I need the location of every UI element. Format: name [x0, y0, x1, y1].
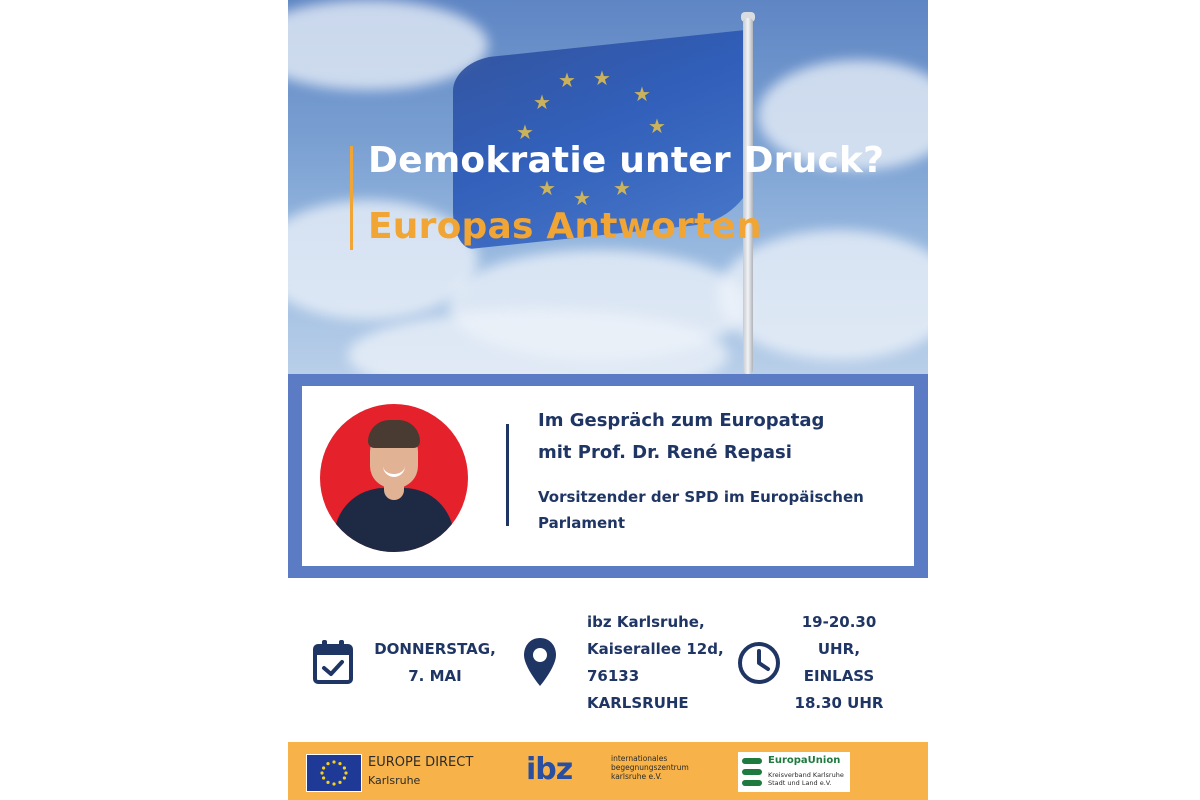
star-icon: ★: [613, 176, 631, 200]
date-line-2: 7. MAI: [408, 667, 462, 685]
event-poster: [288, 0, 928, 800]
europa-union-title: EuropaUnion: [768, 755, 841, 766]
speaker-section: [288, 374, 928, 578]
speaker-role-1: Vorsitzender der SPD im Europäischen: [538, 488, 864, 506]
europa-union-line-2: Stadt und Land e.V.: [768, 779, 832, 787]
star-icon: ★: [516, 120, 534, 144]
location-line-4: KARLSRUHE: [587, 694, 689, 712]
date-line-1: DONNERSTAG,: [374, 640, 496, 658]
star-icon: ★: [558, 68, 576, 92]
star-icon: ★: [633, 82, 651, 106]
speaker-divider: [506, 424, 509, 526]
time-line-2: UHR,: [817, 640, 861, 658]
speaker-heading-2: mit Prof. Dr. René Repasi: [538, 442, 792, 463]
location-line-2: Kaiserallee 12d,: [587, 640, 724, 658]
event-info: [288, 578, 928, 742]
star-icon: ★: [573, 186, 591, 210]
europe-direct-subtitle: Karlsruhe: [368, 774, 421, 787]
star-icon: ★: [648, 114, 666, 138]
location-line-1: ibz Karlsruhe,: [587, 613, 705, 631]
partner-footer: [288, 742, 928, 800]
speaker-role-2: Parlament: [538, 514, 626, 532]
title-line-1: Demokratie unter Druck?: [368, 140, 885, 181]
europa-union-logo: [738, 752, 850, 792]
europa-union-mark-icon: [742, 758, 762, 786]
star-icon: ★: [533, 90, 551, 114]
title-line-2: Europas Antworten: [368, 206, 762, 247]
title-accent-bar: [350, 146, 353, 250]
time-line-4: 18.30 UHR: [794, 694, 884, 712]
location-pin-icon: [522, 636, 558, 688]
speaker-heading-1: Im Gespräch zum Europatag: [538, 410, 825, 431]
time-line-3: EINLASS: [803, 667, 875, 685]
speaker-card: [302, 386, 914, 566]
ibz-subtitle-1: internationales: [611, 754, 668, 763]
clock-icon: [736, 640, 782, 686]
flagpole: [743, 18, 753, 374]
hero-image: [288, 0, 928, 374]
location-line-3: 76133: [587, 667, 640, 685]
speaker-photo: [320, 404, 468, 552]
ibz-logo: [526, 752, 572, 787]
star-icon: ★: [538, 176, 556, 200]
europa-union-line-1: Kreisverband Karlsruhe: [768, 771, 844, 779]
ibz-subtitle-2: begegnungszentrum: [611, 763, 689, 772]
time-line-1: 19-20.30: [801, 613, 877, 631]
ibz-logo-text: ibz: [526, 752, 573, 787]
star-icon: ★: [593, 66, 611, 90]
europe-direct-flag-icon: [306, 754, 362, 792]
ibz-subtitle-3: karlsruhe e.V.: [611, 772, 663, 781]
eu-stars-icon: [307, 755, 361, 791]
europe-direct-title: EUROPE DIRECT: [368, 755, 474, 770]
speaker-hair: [368, 420, 420, 448]
calendar-icon: [312, 638, 354, 686]
